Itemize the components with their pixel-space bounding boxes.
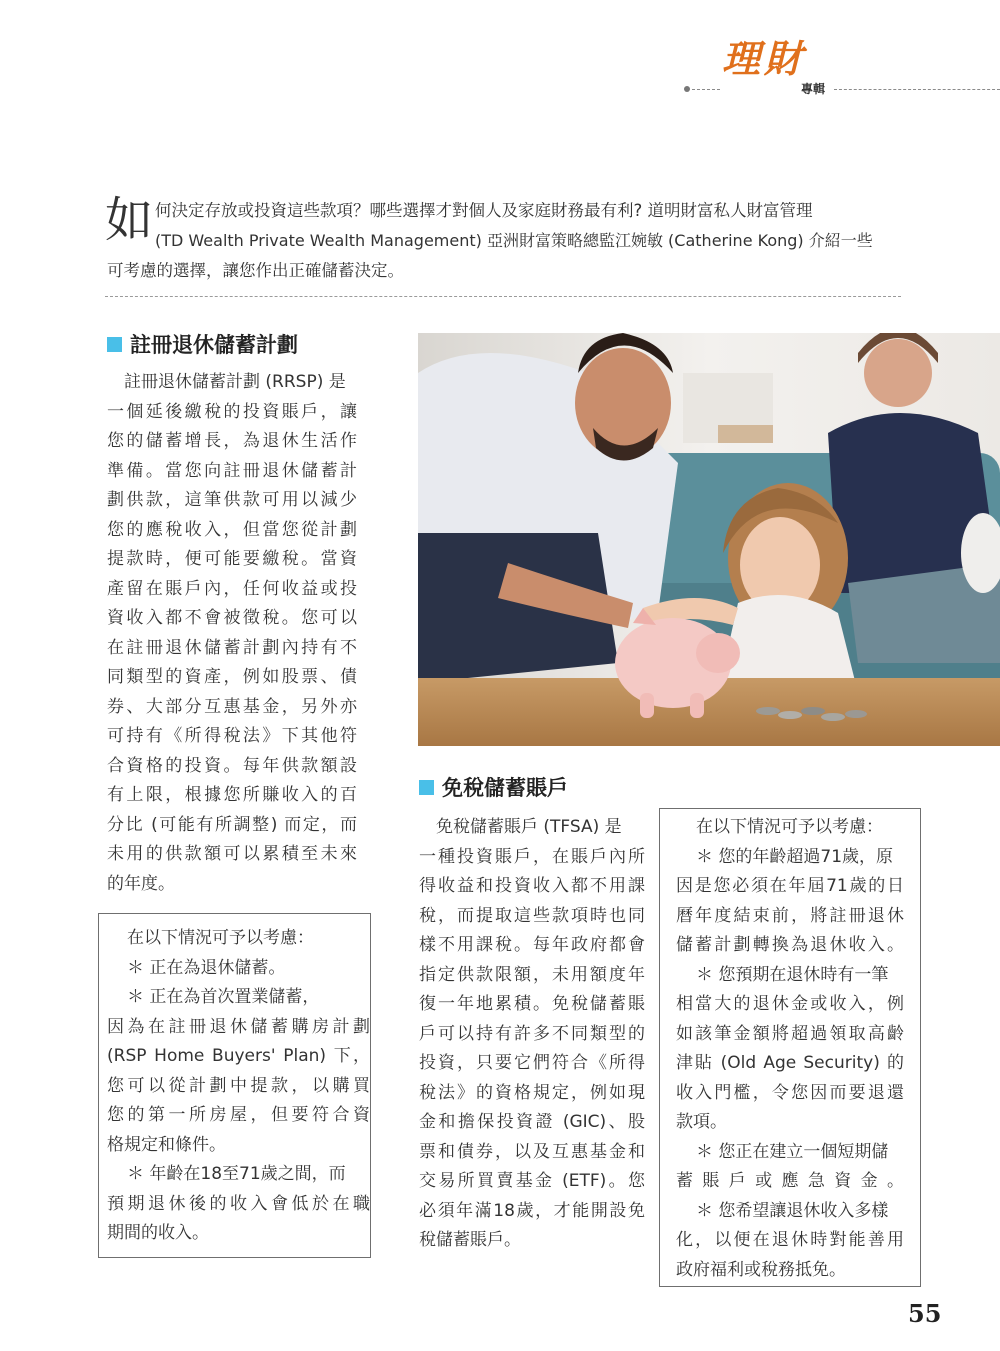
tfsa-col-line: 票和債券，以及互惠基金和 xyxy=(419,1141,645,1162)
rrif-box-line: ＊ 您正在建立一個短期儲 xyxy=(696,1141,889,1162)
rrsp-col-line: 同類型的資產，例如股票、債 xyxy=(107,667,357,687)
rrsp-col-line: 券、大部分互惠基金，另外亦 xyxy=(107,696,357,717)
rrsp-col-line: 合資格的投資。每年供款額設 xyxy=(107,755,357,776)
tfsa-body xyxy=(419,813,645,1256)
rrsp-col-line: 分比 (可能有所調整) 而定，而 xyxy=(107,814,357,835)
rrif-consider-box xyxy=(659,808,921,1287)
rrsp-col-line: 資收入都不會被徵稅。您可以 xyxy=(107,608,357,628)
rrsp-box-line: 您的第一所房屋，但要符合資 xyxy=(107,1105,370,1125)
header-title: 理財 xyxy=(722,36,807,81)
rrsp-box-line: 期間的收入。 xyxy=(107,1223,209,1243)
rrsp-title: 註冊退休儲蓄計劃 xyxy=(130,332,298,357)
rrsp-box-line: ＊ 正在為退休儲蓄。 xyxy=(127,957,286,978)
header-dot-icon xyxy=(684,86,690,92)
square-marker-icon xyxy=(419,780,434,795)
family-piggy-bank-photo xyxy=(418,333,1000,746)
rrif-box-line: 曆年度結束前，將註冊退休 xyxy=(676,905,904,926)
intro-separator xyxy=(105,296,901,297)
intro-dropcap: 如 xyxy=(105,192,154,248)
rrsp-body xyxy=(107,368,357,899)
tfsa-col-line: 必須年滿18歲，才能開設免 xyxy=(419,1200,645,1221)
tfsa-col-line: 一種投資賬戶，在賬戶內所 xyxy=(419,846,645,867)
tfsa-col-line: 戶可以持有許多不同類型的 xyxy=(419,1023,645,1044)
tfsa-heading xyxy=(419,777,568,798)
tfsa-col-line: 稅法》的資格規定，例如現 xyxy=(419,1082,645,1103)
rrif-box-line: 款項。 xyxy=(676,1112,727,1132)
rrif-box-line: ＊ 您的年齡超過71歲，原 xyxy=(696,846,894,867)
header-rule-right xyxy=(834,89,1000,90)
tfsa-col-line: 免稅儲蓄賬戶 (TFSA) 是 xyxy=(419,817,622,837)
rrsp-col-line: 產留在賬戶內，任何收益或投 xyxy=(107,578,357,599)
square-marker-icon xyxy=(107,337,122,352)
rrsp-col-line: 的年度。 xyxy=(107,873,175,894)
rrsp-box-line: 因為在註冊退休儲蓄購房計劃 xyxy=(107,1016,370,1037)
rrsp-box-line: ＊ 正在為首次置業儲蓄， xyxy=(127,987,320,1007)
tfsa-col-line: 得收益和投資收入都不用課 xyxy=(419,876,645,896)
rrsp-box-line: 您可以從計劃中提款，以購買 xyxy=(107,1075,370,1096)
intro-line-1: 何決定存放或投資這些款項？哪些選擇才對個人及家庭財務最有利? 道明財富私人財富管理 xyxy=(155,201,813,220)
rrsp-col-line: 可持有《所得稅法》下其他符 xyxy=(107,726,357,746)
rrsp-col-line: 有上限，根據您所賺收入的百 xyxy=(107,785,357,805)
tfsa-col-line: 指定供款限額，未用額度年 xyxy=(419,964,645,985)
rrif-box-line: 相當大的退休金或收入，例 xyxy=(676,994,904,1014)
rrsp-col-line: 您的儲蓄增長，為退休生活作 xyxy=(107,431,357,451)
rrif-box-line: ＊ 您預期在退休時有一筆 xyxy=(696,964,889,985)
rrsp-col-line: 準備。當您向註冊退休儲蓄計 xyxy=(107,460,357,481)
rrif-box-line: 蓄賬戶或應急資金。 xyxy=(676,1171,904,1191)
rrsp-col-line: 未用的供款額可以累積至未來 xyxy=(107,844,357,864)
rrsp-col-line: 劃供款，這筆供款可用以減少 xyxy=(107,490,357,510)
rrif-box-line: 政府福利或稅務抵免。 xyxy=(676,1259,846,1280)
tfsa-col-line: 交易所買賣基金 (ETF)。您 xyxy=(419,1171,645,1191)
rrsp-col-line: 註冊退休儲蓄計劃 (RRSP) 是 xyxy=(107,372,346,392)
rrif-box-line: 儲蓄計劃轉換為退休收入。 xyxy=(676,935,904,955)
header-rule-left xyxy=(692,89,720,90)
intro-line-3: 可考慮的選擇，讓您作出正確儲蓄決定。 xyxy=(107,261,404,280)
intro-line-2: (TD Wealth Private Wealth Management) 亞洲財富策略總監江婉敏 (Catherine Kong) 介紹一些 xyxy=(155,231,873,250)
tfsa-col-line: 稅儲蓄賬戶。 xyxy=(419,1230,521,1250)
rrsp-heading xyxy=(107,334,298,355)
rrsp-box-line: ＊ 年齡在18至71歲之間，而 xyxy=(127,1164,346,1184)
tfsa-col-line: 投資，只要它們符合《所得 xyxy=(419,1053,645,1073)
rrsp-consider-box xyxy=(98,913,371,1258)
rrif-box-line: 津貼 (Old Age Security) 的 xyxy=(676,1053,904,1073)
rrsp-col-line: 一個延後繳稅的投資賬戶，讓 xyxy=(107,401,357,422)
page-number: 55 xyxy=(908,1299,942,1328)
rrif-box-line: 因是您必須在年屆71歲的日 xyxy=(676,876,904,896)
tfsa-col-line: 金和擔保投資證 (GIC)、股 xyxy=(419,1112,645,1132)
rrif-box-line: ＊ 您希望讓退休收入多樣 xyxy=(696,1200,889,1221)
rrif-box-line: 在以下情況可予以考慮： xyxy=(696,817,883,837)
tfsa-col-line: 樣不用課稅。每年政府都會 xyxy=(419,935,645,955)
rrsp-box-line: 在以下情況可予以考慮： xyxy=(127,928,314,948)
rrsp-box-line: 預期退休後的收入會低於在職 xyxy=(107,1193,370,1214)
rrif-box-line: 化，以便在退休時對能善用 xyxy=(676,1230,904,1250)
tfsa-col-line: 稅，而提取這些款項時也同 xyxy=(419,905,645,926)
rrsp-box-line: (RSP Home Buyers' Plan) 下， xyxy=(107,1046,370,1066)
tfsa-col-line: 復一年地累積。免稅儲蓄賬 xyxy=(419,994,645,1014)
rrsp-col-line: 在註冊退休儲蓄計劃內持有不 xyxy=(107,637,357,658)
tfsa-title: 免稅儲蓄賬戶 xyxy=(442,775,568,800)
rrsp-box-line: 格規定和條件。 xyxy=(107,1134,226,1155)
rrif-box-line: 如該筆金額將超過領取高齡 xyxy=(676,1023,904,1044)
header-subtitle: 專輯 xyxy=(801,82,826,96)
rrif-box-line: 收入門檻，令您因而要退還 xyxy=(676,1082,904,1103)
rrsp-col-line: 您的應稅收入，但當您從計劃 xyxy=(107,519,357,540)
rrsp-col-line: 提款時，便可能要繳稅。當資 xyxy=(107,549,357,569)
